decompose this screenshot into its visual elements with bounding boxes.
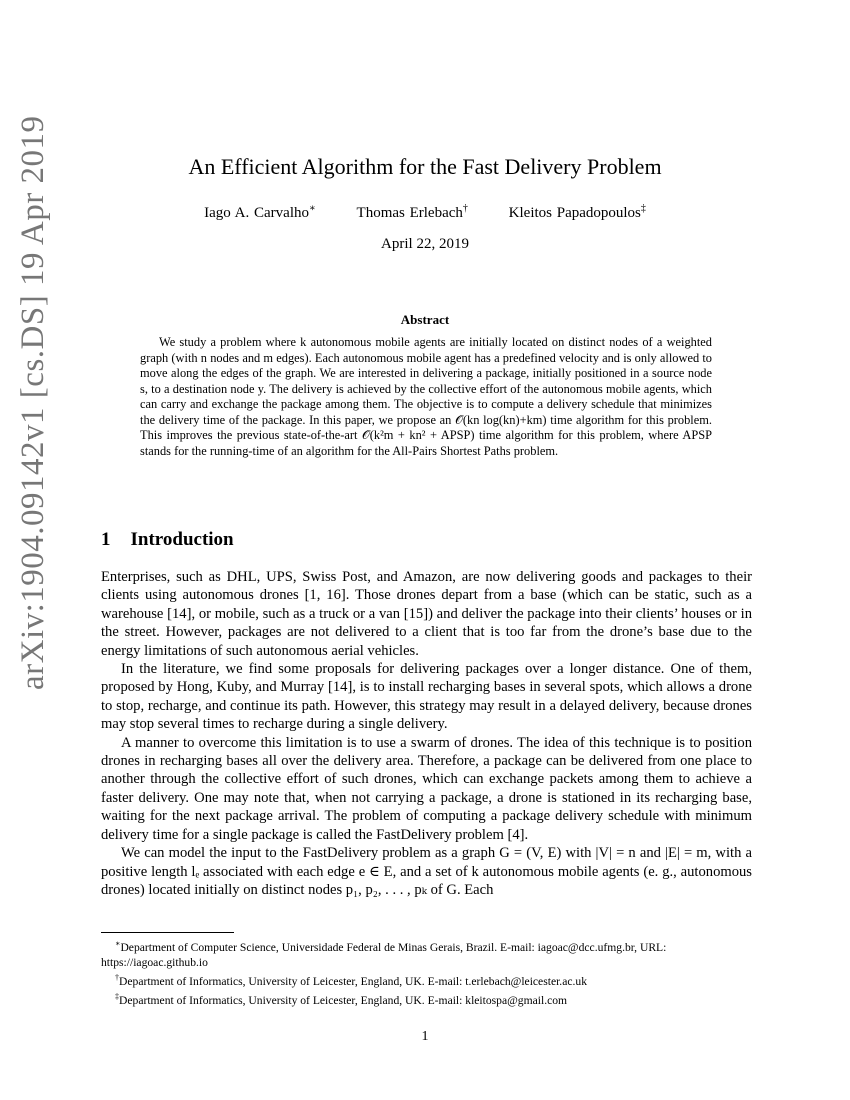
footnote-text: Department of Computer Science, Universidade Federal de Minas Gerais, Brazil. E-mail: iagoac@dcc.ufmg.br, URL: https://iagoac.github.io: [101, 940, 667, 969]
section-number: 1: [101, 529, 111, 550]
author-footnote-mark: ∗: [308, 203, 316, 214]
page-number: 1: [421, 1029, 429, 1044]
author-footnote-mark: ‡: [640, 203, 646, 214]
author-name: Kleitos Papadopoulos: [508, 205, 641, 221]
section-title: Introduction: [130, 529, 234, 550]
footnote: [101, 936, 752, 970]
author-name: Iago A. Carvalho: [204, 205, 309, 221]
author-1: [204, 205, 316, 221]
footnote-divider: [101, 932, 234, 933]
footnote-mark: †: [115, 972, 119, 982]
paragraph: A manner to overcome this limitation is to use a swarm of drones. The idea of this technique is to position drones in recharging bases all over the delivery area. Therefore, a package can be delivered from one place to another through the collective effort of such drones, which can exchange packets among them to achieve a faster delivery. One may note that, when not carrying a package, a drone is stationed in its recharging base, waiting for the next package arrival. The problem of computing a package delivery schedule with minimum delivery time for a single package is called the FastDelivery problem [4].: [101, 734, 752, 843]
section-heading: [101, 529, 234, 551]
paragraph: Enterprises, such as DHL, UPS, Swiss Post, and Amazon, are now delivering goods and packages to their clients using autonomous drones [1, 16]. Those drones depart from a base (which can be static, such as a warehouse [14], or mobile, such as a truck or a van [15]) and deliver the package into their clients’ houses or in the street. However, packages are not delivered to a client that is too far from the drone’s base due to the energy limitations of such autonomous aerial vehicles.: [101, 569, 752, 659]
footnote: [101, 970, 752, 989]
paragraph: We can model the input to the FastDelivery problem as a graph G = (V, E) with |V| = n and |E| = m, with a positive length lₑ associated with each edge e ∈ E, and a set of k autonomous mobile agents (e. g., autonomous drones) located initially on distinct nodes p₁, p₂, . . . , pₖ of G. Each: [101, 845, 752, 898]
footnote-mark: ‡: [115, 991, 119, 1001]
publication-date: April 22, 2019: [381, 236, 469, 252]
paragraph: In the literature, we find some proposals for delivering packages over a longer distance. One of them, proposed by Hong, Kuby, and Murray [14], is to install recharging bases in several spots, which allows a drone to stop, recharge, and continue its path. However, this strategy may result in a delayed delivery, because drones may stop several times to recharge during a single delivery.: [101, 661, 752, 733]
arxiv-identifier-stamp: arXiv:1904.09142v1 [cs.DS] 19 Apr 2019: [15, 115, 51, 690]
footnotes: [101, 936, 752, 1008]
author-3: [509, 205, 646, 221]
footnote-text: Department of Informatics, University of Leicester, England, UK. E-mail: t.erlebach@leicester.ac.uk: [119, 974, 587, 988]
introduction-body: [101, 568, 752, 899]
author-list: [0, 203, 850, 222]
author-footnote-mark: †: [462, 203, 468, 214]
paper-title: An Efficient Algorithm for the Fast Delivery Problem: [188, 154, 662, 179]
footnote-text: Department of Informatics, University of Leicester, England, UK. E-mail: kleitospa@gmail.com: [119, 993, 568, 1007]
author-2: [357, 205, 468, 221]
abstract-heading: Abstract: [400, 312, 450, 327]
footnote: [101, 989, 752, 1008]
abstract-text: We study a problem where k autonomous mobile agents are initially located on distinct nodes of a weighted graph (with n nodes and m edges). Each autonomous mobile agent has a predefined velocity and is only allowed to move along the edges of the graph. We are interested in delivering a package, initially positioned in a source node s, to a destination node y. The delivery is achieved by the collective effort of the autonomous mobile agents, which can carry and exchange the package among them. The objective is to compute a delivery schedule that minimizes the delivery time of the package. In this paper, we propose an 𝒪(kn log(kn)+km) time algorithm for this problem. This improves the previous state-of-the-art 𝒪(k²m + kn² + APSP) time algorithm for this problem, where APSP stands for the running-time of an algorithm for the All-Pairs Shortest Paths problem.: [140, 335, 712, 458]
footnote-mark: ∗: [115, 939, 121, 948]
author-name: Thomas Erlebach: [356, 205, 463, 221]
